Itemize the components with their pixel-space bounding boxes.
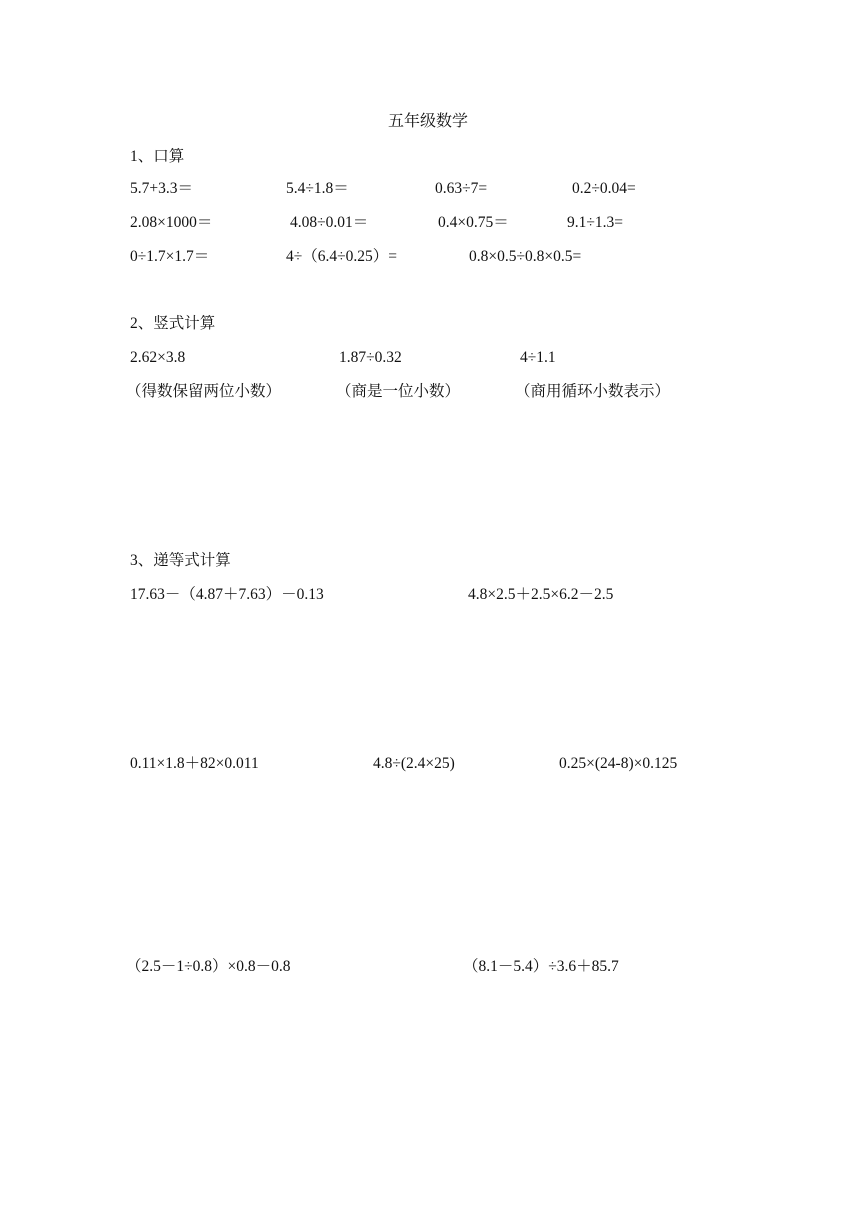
step-calc-problem: （8.1－5.4）÷3.6＋85.7 <box>463 958 619 975</box>
oral-calc-item: 0.4×0.75＝ <box>438 214 509 231</box>
oral-calc-item: 9.1÷1.3= <box>567 214 623 231</box>
step-calc-problem: 4.8÷(2.4×25) <box>373 755 455 772</box>
oral-calc-item: 4.08÷0.01＝ <box>290 214 369 231</box>
section-1-heading: 1、口算 <box>130 148 185 165</box>
page-title: 五年级数学 <box>388 113 469 130</box>
oral-calc-item: 0.63÷7= <box>435 180 488 197</box>
vertical-calc-note: （商是一位小数） <box>336 383 461 400</box>
oral-calc-item: 0÷1.7×1.7＝ <box>130 248 210 265</box>
oral-calc-item: 4÷（6.4÷0.25）= <box>286 248 398 265</box>
step-calc-problem: （2.5－1÷0.8）×0.8－0.8 <box>126 958 291 975</box>
step-calc-problem: 17.63－（4.87＋7.63）－0.13 <box>130 586 324 603</box>
section-3-heading: 3、递等式计算 <box>130 552 231 569</box>
vertical-calc-note: （商用循环小数表示） <box>515 383 671 400</box>
vertical-calc-problem: 1.87÷0.32 <box>339 349 402 366</box>
oral-calc-item: 0.8×0.5÷0.8×0.5= <box>469 248 582 265</box>
step-calc-problem: 0.25×(24-8)×0.125 <box>559 755 678 772</box>
step-calc-problem: 4.8×2.5＋2.5×6.2－2.5 <box>468 586 614 603</box>
oral-calc-item: 2.08×1000＝ <box>130 214 213 231</box>
section-2-heading: 2、竖式计算 <box>130 315 216 332</box>
oral-calc-item: 5.4÷1.8＝ <box>286 180 349 197</box>
oral-calc-item: 0.2÷0.04= <box>572 180 636 197</box>
vertical-calc-problem: 4÷1.1 <box>520 349 556 366</box>
vertical-calc-problem: 2.62×3.8 <box>130 349 186 366</box>
oral-calc-item: 5.7+3.3＝ <box>130 180 193 197</box>
step-calc-problem: 0.11×1.8＋82×0.011 <box>130 755 259 772</box>
vertical-calc-note: （得数保留两位小数） <box>126 383 282 400</box>
